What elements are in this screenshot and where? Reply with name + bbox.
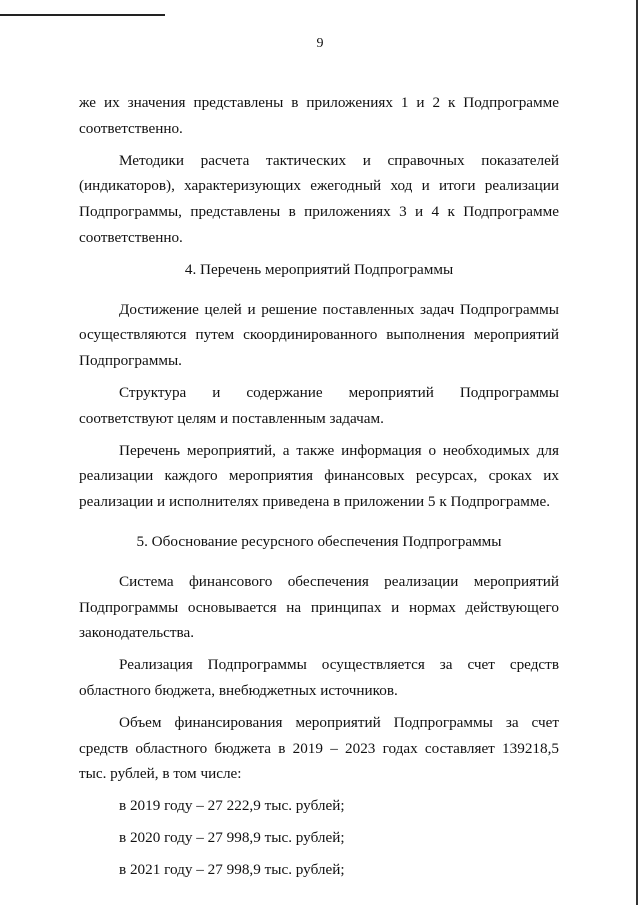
- funding-year-item: в 2021 году – 27 998,9 тыс. рублей;: [119, 860, 345, 878]
- paragraph-structure: Структура и содержание мероприятий Подпрограммы соответствуют целям и поставленным задачам.: [79, 383, 559, 427]
- document-body: [79, 90, 559, 889]
- paragraph-financial-system: Система финансового обеспечения реализации мероприятий Подпрограммы основывается на принципах и нормах действующего законодательства.: [79, 572, 559, 642]
- funding-year-item: в 2020 году – 27 998,9 тыс. рублей;: [119, 828, 345, 846]
- paragraph-funding-volume: Объем финансирования мероприятий Подпрограммы за счет средств областного бюджета в 2019 – 2023 годах составляет 139218,5 тыс. рублей, в том числе:: [79, 713, 559, 783]
- scan-border-line: [0, 14, 165, 16]
- funding-year-item: в 2019 году – 27 222,9 тыс. рублей;: [119, 797, 345, 815]
- section-4-title: 4. Перечень мероприятий Подпрограммы: [184, 260, 454, 278]
- paragraph-continuation: же их значения представлены в приложениях 1 и 2 к Подпрограмме соответственно.: [79, 94, 559, 137]
- paragraph-funding-sources: Реализация Подпрограммы осуществляется за счет средств областного бюджета, внебюджетных источников.: [79, 656, 559, 699]
- paragraph-list-of-measures: Перечень мероприятий, а также информация о необходимых для реализации каждого мероприятия финансовых ресурсах, сроках их реализации и исполнителях приведена в приложении 5 к Подпрограмме.: [79, 441, 559, 511]
- paragraph-methods: Методики расчета тактических и справочных показателей (индикаторов), характеризующих ежегодный ход и итоги реализации Подпрограммы, представлены в приложениях 3 и 4 к Подпрограмме соответственно.: [79, 151, 559, 246]
- page-number: 9: [316, 36, 324, 51]
- scan-page-edge: [636, 0, 638, 905]
- paragraph-goals: Достижение целей и решение поставленных задач Подпрограммы осуществляются путем скоординированного выполнения мероприятий Подпрограммы.: [79, 300, 559, 370]
- section-5-title: 5. Обоснование ресурсного обеспечения Подпрограммы: [136, 532, 502, 550]
